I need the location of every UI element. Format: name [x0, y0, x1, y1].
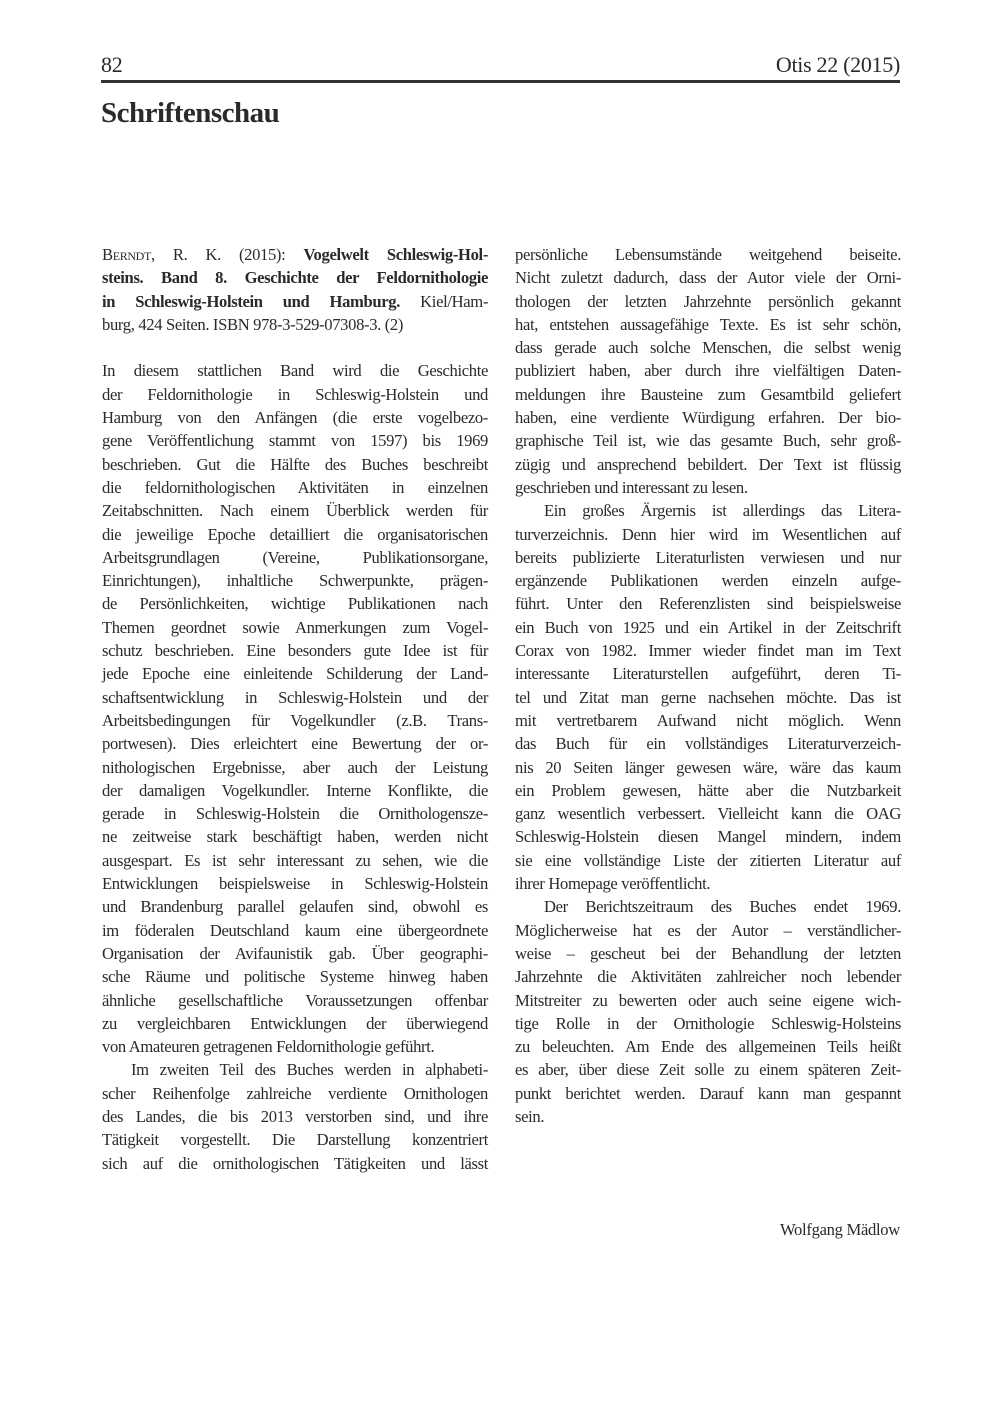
text-line: nithologischen Ergebnisse, aber auch der Leistung: [102, 757, 488, 777]
text-line: tige Rolle in der Ornithologie Schleswig-Holsteins: [515, 1013, 901, 1033]
text-line: ein Problem gewesen, hätte aber die Nutzbarkeit: [515, 780, 901, 800]
text-line: publiziert haben, aber durch ihre vielfältigen Daten-: [515, 361, 901, 381]
text-line: Mitstreiter zu bewerten oder auch seine eigene wich-: [515, 990, 901, 1010]
page-number: 82: [101, 52, 123, 77]
text-line: nis 20 Seiten länger gewesen wäre, wäre das kaum: [515, 757, 901, 777]
text-line: gene Veröffentlichung stammt von 1597) bis 1969: [102, 431, 488, 451]
text-line: schaftsentwicklung in Schleswig-Holstein und der: [102, 687, 488, 707]
left-column: [102, 243, 488, 1175]
text-line: In diesem stattlichen Band wird die Geschichte: [102, 361, 488, 381]
text-line: persönliche Lebensumstände weitgehend beiseite.: [515, 245, 901, 264]
text-line: Im zweiten Teil des Buches werden in alphabeti-: [131, 1060, 488, 1080]
text-line: ergänzende Publikationen werden einzeln aufge-: [515, 571, 901, 591]
text-line: ganz wesentlich verbessert. Vielleicht kann die OAG: [515, 804, 901, 824]
text-line: meldungen ihre Bausteine zum Gesamtbild geliefert: [515, 384, 901, 404]
text-line: haben, eine verdiente Würdigung erfahren. Der bio-: [515, 408, 901, 428]
text-line: turverzeichnis. Denn hier wird im Wesentlichen auf: [515, 524, 901, 544]
text-line: die feldornithologischen Aktivitäten in einzelnen: [102, 477, 488, 497]
text-line: bereits publizierte Literaturlisten verwiesen und nur: [515, 547, 901, 567]
right-column: [515, 243, 901, 1128]
text-line: Schleswig-Holstein diesen Mangel mindern, indem: [515, 827, 901, 847]
spacer: [102, 336, 488, 359]
text-line: es aber, über diese Zeit solle zu einem späteren Zeit-: [515, 1060, 901, 1080]
text-line: punkt berichtet werden. Darauf kann man gespannt: [515, 1083, 901, 1103]
text-line: Möglicherweise hat es der Autor – verständlicher-: [515, 920, 901, 940]
text-line: dass gerade auch solche Menschen, die selbst wenig: [515, 338, 901, 358]
text-line: und Brandenburg parallel gelaufen sind, obwohl es: [102, 897, 488, 917]
text-line: beschrieben. Gut die Hälfte des Buches beschreibt: [102, 454, 488, 474]
text-line: Arbeitsbedingungen für Vogelkundler (z.B. Trans-: [102, 710, 488, 730]
text-line: Corax von 1982. Immer wieder findet man im Text: [515, 641, 901, 661]
text-line: der damaligen Vogelkundler. Interne Konflikte, die: [102, 780, 488, 800]
text-line: geschrieben und interessant zu lesen.: [515, 477, 748, 497]
text-line: Arbeitsgrundlagen (Vereine, Publikationsorgane,: [102, 547, 488, 567]
text-line: de Persönlichkeiten, wichtige Publikationen nach: [102, 594, 488, 614]
text-line: mit vertretbarem Aufwand nicht möglich. Wenn: [515, 710, 901, 730]
text-line: zügig und ansprechend bebildert. Der Text ist flüssig: [515, 454, 901, 474]
text-line: führt. Unter den Referenzlisten sind beispielsweise: [515, 594, 901, 614]
header-rule: [101, 80, 900, 83]
citation-publisher: burg, 424 Seiten. ISBN 978-3-529-07308-3. (2): [102, 314, 404, 334]
text-line: ne zeitweise stark beschäftigt haben, werden nicht: [102, 827, 488, 847]
text-line: Jahrzehnte die Aktivitäten zahlreicher noch lebender: [515, 967, 901, 987]
text-line: ein Buch von 1925 und ein Artikel in der Zeitschrift: [515, 617, 901, 637]
citation-title: steins. Band 8. Geschichte der Feldornithologie: [102, 268, 488, 288]
text-line: Entwicklungen beispielsweise in Schleswig-Holstein: [102, 874, 488, 894]
text-line: Themen geordnet sowie Anmerkungen zum Vogel-: [102, 617, 488, 637]
citation-author-rest: , R. K. (2015):: [150, 245, 304, 264]
text-line: des Landes, die bis 2013 verstorben sind, und ihre: [102, 1106, 488, 1126]
text-line: Der Berichtszeitraum des Buches endet 1969.: [544, 897, 901, 917]
text-line: Hamburg von den Anfängen (die erste vogelbezo-: [102, 408, 488, 428]
text-line: sich auf die ornithologischen Tätigkeiten und lässt: [102, 1153, 488, 1173]
text-line: Einrichtungen), inhaltliche Schwerpunkte, prägen-: [102, 571, 488, 591]
text-line: ausgespart. Es ist sehr interessant zu sehen, wie die: [102, 850, 488, 870]
text-line: zu vergleichbaren Entwicklungen der überwiegend: [102, 1013, 488, 1033]
citation-title: in Schleswig-Holstein und Hamburg.: [102, 291, 401, 311]
text-line: hat, entstehen aussagefähige Texte. Es ist sehr schön,: [515, 314, 901, 334]
section-title: Schriftenschau: [101, 97, 280, 129]
text-line: ihrer Homepage veröffentlicht.: [515, 874, 711, 894]
citation-publisher: Kiel/Ham-: [400, 291, 488, 311]
review-author-signature: Wolfgang Mädlow: [780, 1220, 900, 1239]
text-line: ähnliche gesellschaftliche Voraussetzungen offenbar: [102, 990, 488, 1010]
text-line: Zeitabschnitten. Nach einem Überblick werden für: [102, 501, 488, 521]
text-line: Organisation der Avifaunistik gab. Über geographi-: [102, 943, 488, 963]
text-line: jede Epoche eine einleitende Schilderung der Land-: [102, 664, 488, 684]
text-line: sein.: [515, 1106, 545, 1126]
text-line: Nicht zuletzt dadurch, dass der Autor viele der Orni-: [515, 268, 901, 288]
text-line: scher Reihenfolge zahlreiche verdiente Ornithologen: [102, 1083, 488, 1103]
text-line: zu beleuchten. Am Ende des allgemeinen Teils heißt: [515, 1037, 901, 1057]
text-line: interessante Literaturstellen aufgeführt, deren Ti-: [515, 664, 901, 684]
text-line: portwesen). Dies erleichtert eine Bewertung der or-: [102, 734, 488, 754]
citation-author: Berndt: [102, 245, 151, 264]
text-line: schutz beschrieben. Eine besonders gute Idee ist für: [102, 641, 488, 661]
text-line: weise – gescheut bei der Behandlung der letzten: [515, 943, 901, 963]
text-line: der Feldornithologie in Schleswig-Holstein und: [102, 384, 488, 404]
text-line: thologen der letzten Jahrzehnte persönlich gekannt: [515, 291, 901, 311]
text-line: Ein großes Ärgernis ist allerdings das Litera-: [544, 501, 901, 521]
text-line: gerade in Schleswig-Holstein die Ornithologensze-: [102, 804, 488, 824]
text-line: das Buch für ein vollständiges Literaturverzeich-: [515, 734, 901, 754]
text-line: sche Räume und politische Systeme hinweg haben: [102, 967, 488, 987]
citation: [102, 243, 488, 336]
journal-reference: Otis 22 (2015): [775, 52, 900, 77]
text-line: im föderalen Deutschland kaum eine übergeordnete: [102, 920, 488, 940]
citation-title: Vogelwelt Schleswig-Hol-: [303, 245, 488, 264]
text-line: Tätigkeit vorgestellt. Die Darstellung konzentriert: [102, 1130, 488, 1150]
text-line: tel und Zitat man gerne nachsehen möchte. Das ist: [515, 687, 901, 707]
text-line: von Amateuren getragenen Feldornithologie geführt.: [102, 1037, 435, 1057]
text-line: die jeweilige Epoche detailliert die organisatorischen: [102, 524, 488, 544]
text-line: graphische Teil ist, wie das gesamte Buch, sehr groß-: [515, 431, 901, 451]
text-line: sie eine vollständige Liste der zitierten Literatur auf: [515, 850, 901, 870]
